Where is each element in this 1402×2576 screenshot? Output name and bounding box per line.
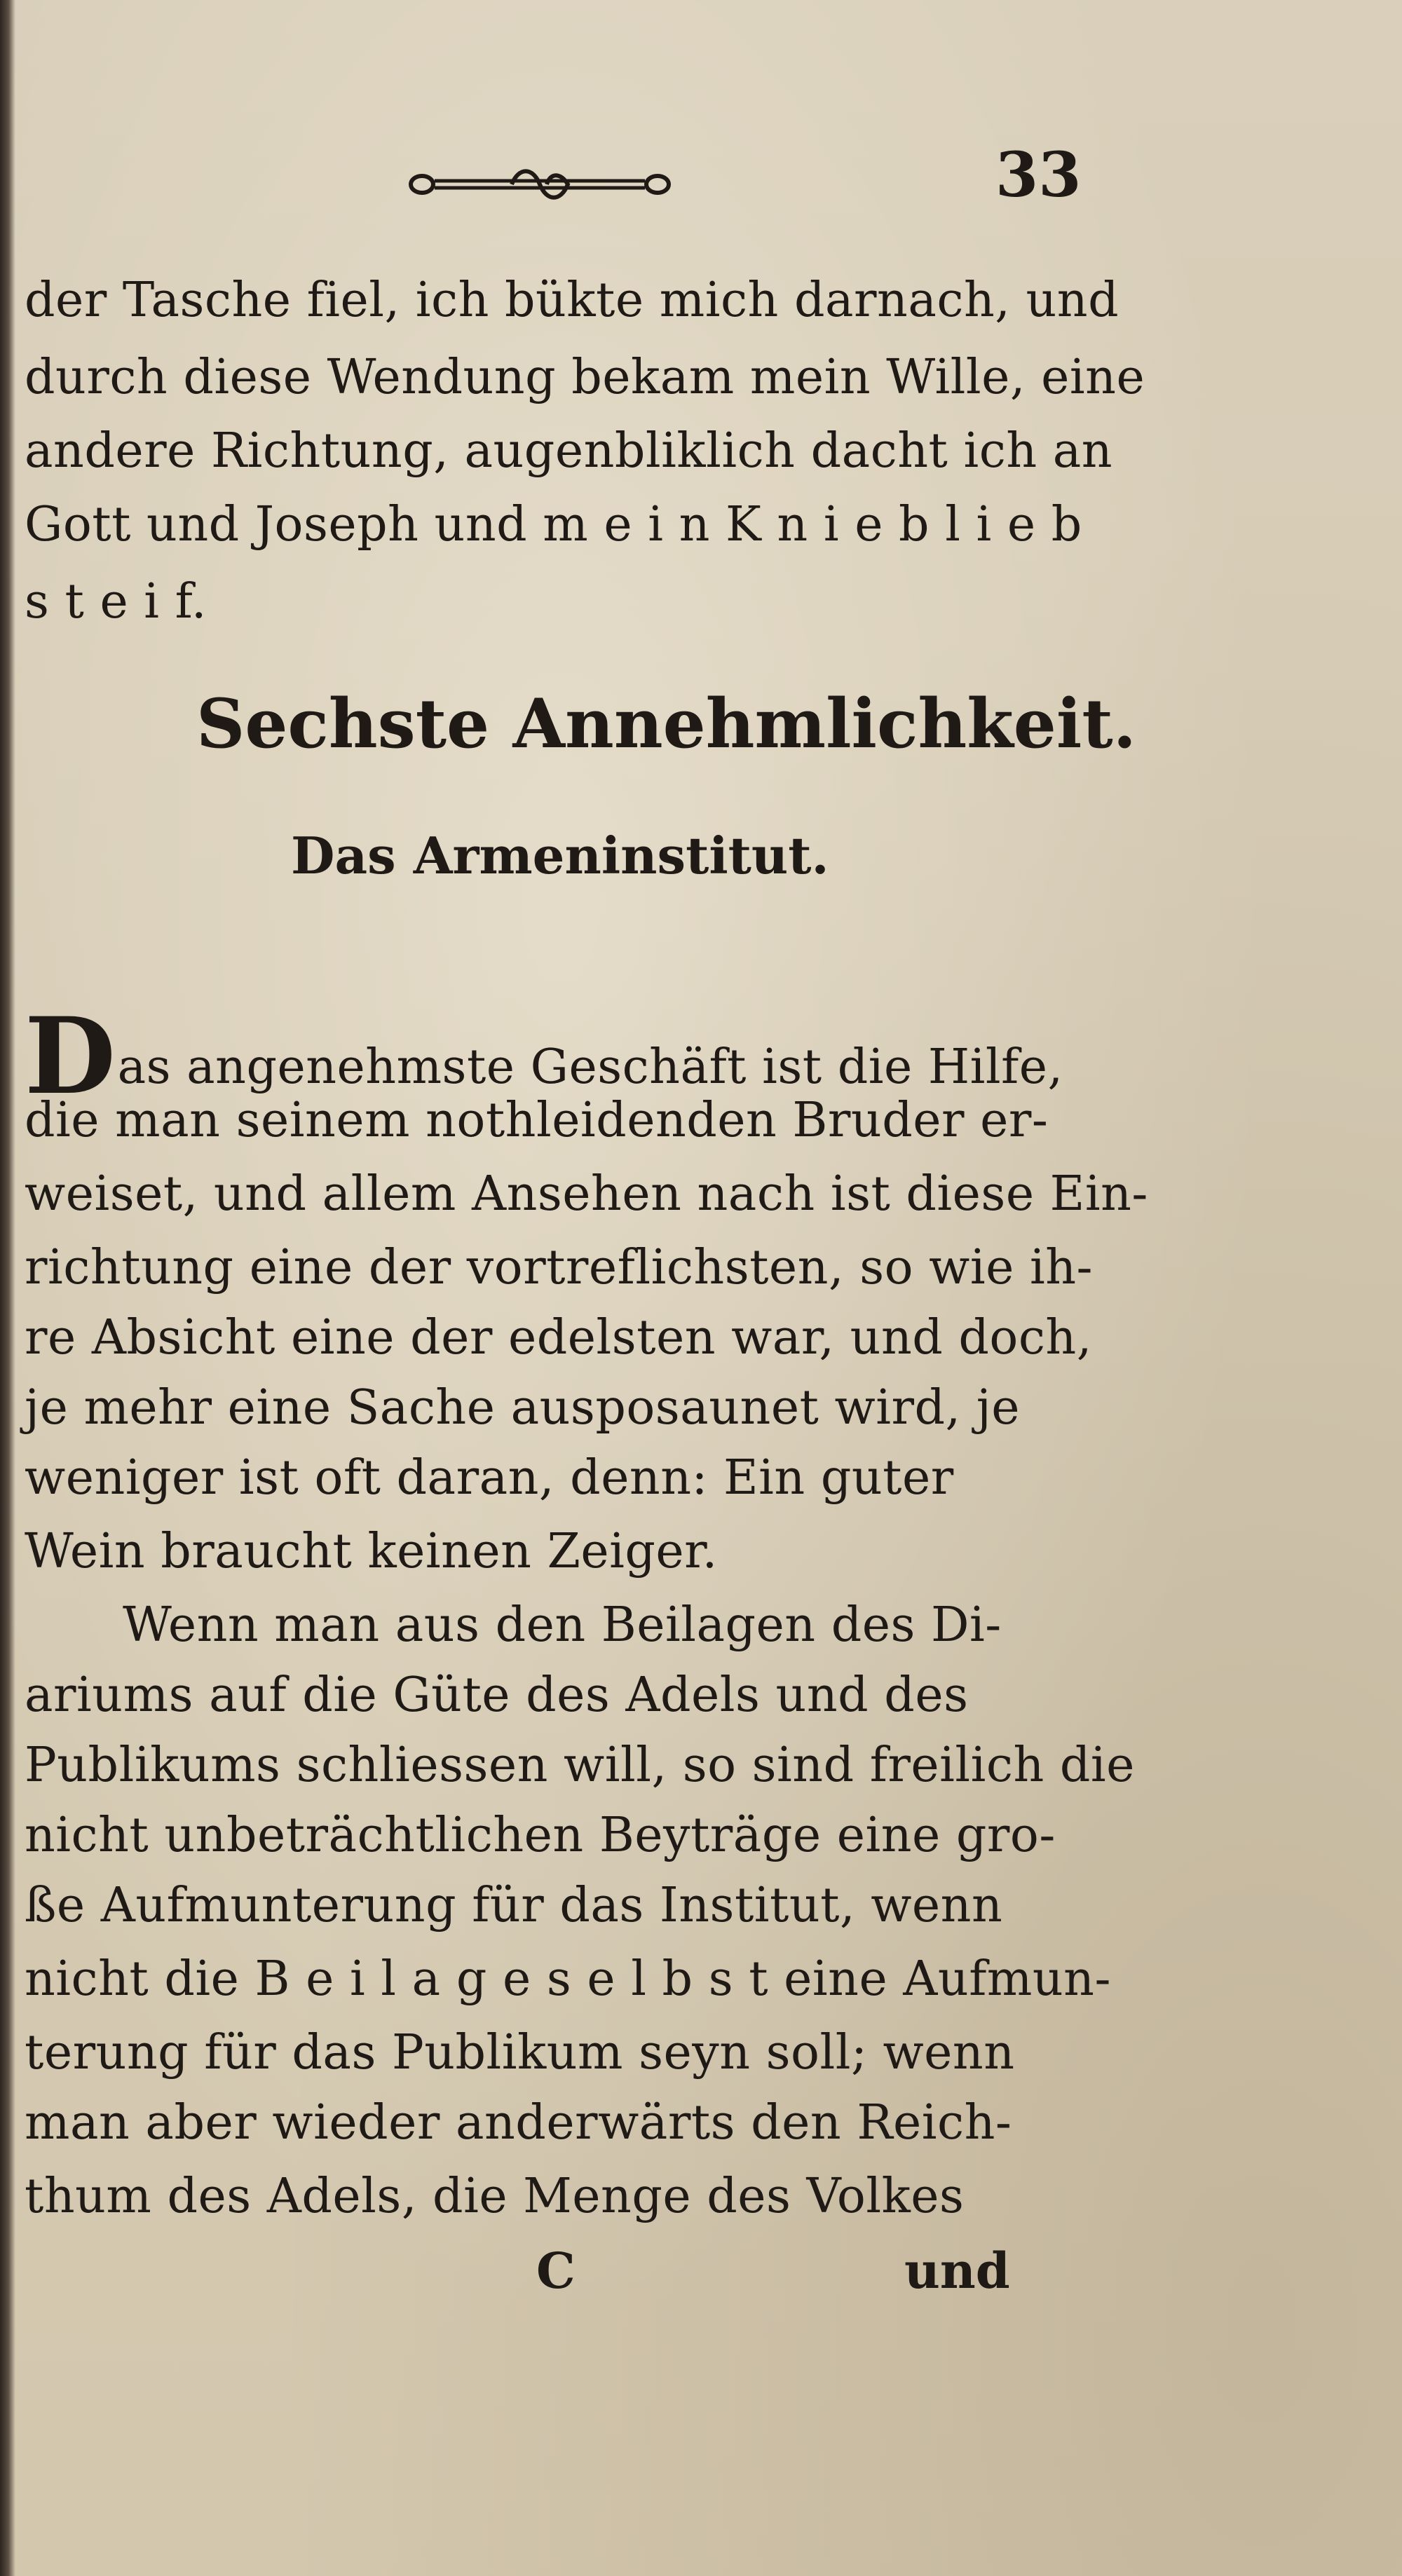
section-title: Sechste Annehmlichkeit.	[196, 684, 1137, 763]
text-line: re Absicht eine der edelsten war, und doch,	[25, 1310, 1092, 1365]
page-spine-shadow	[0, 0, 15, 2576]
catchword: und	[904, 2242, 1010, 2300]
text-line: nicht die B e i l a g e s e l b s t eine Aufmun-	[25, 1951, 1111, 2007]
page-number: 33	[995, 138, 1082, 211]
text-line: s t e i f.	[25, 574, 207, 629]
text-line: ariums auf die Güte des Adels und des	[25, 1668, 969, 1723]
text-line: nicht unbeträchtlichen Beyträge eine gro-	[25, 1808, 1056, 1863]
text-line: thum des Adels, die Menge des Volkes	[25, 2169, 965, 2224]
text-line: ße Aufmunterung für das Institut, wenn	[25, 1878, 1003, 1933]
text-line: durch diese Wendung bekam mein Wille, eine	[25, 350, 1145, 405]
text-line: weiset, und allem Ansehen nach ist diese Ein-	[25, 1166, 1148, 1222]
text-line-rest: as angenehmste Geschäft ist die Hilfe,	[117, 1040, 1063, 1095]
drop-cap: D	[25, 995, 116, 1118]
signature-mark: C	[536, 2242, 576, 2300]
text-line-first	[25, 995, 1063, 1118]
text-line: weniger ist oft daran, denn: Ein guter	[25, 1450, 954, 1506]
text-line: Wein braucht keinen Zeiger.	[25, 1524, 718, 1579]
text-line: Publikums schliessen will, so sind freilich die	[25, 1738, 1135, 1793]
text-line: man aber wieder anderwärts den Reich-	[25, 2095, 1012, 2151]
text-line: die man seinem nothleidenden Bruder er-	[25, 1093, 1049, 1148]
ornament-icon	[407, 160, 673, 209]
text-line: terung für das Publikum seyn soll; wenn	[25, 2025, 1015, 2080]
text-line: richtung eine der vortreflichsten, so wie ih-	[25, 1240, 1093, 1295]
text-line: je mehr eine Sache ausposaunet wird, je	[25, 1380, 1021, 1436]
section-subtitle: Das Armeninstitut.	[291, 826, 829, 885]
text-line: der Tasche fiel, ich bükte mich darnach, und	[25, 273, 1119, 328]
text-line-indent: Wenn man aus den Beilagen des Di-	[123, 1597, 1002, 1653]
text-line: Gott und Joseph und m e i n K n i e b l i e b	[25, 497, 1082, 552]
text-line: andere Richtung, augenbliklich dacht ich an	[25, 423, 1113, 479]
